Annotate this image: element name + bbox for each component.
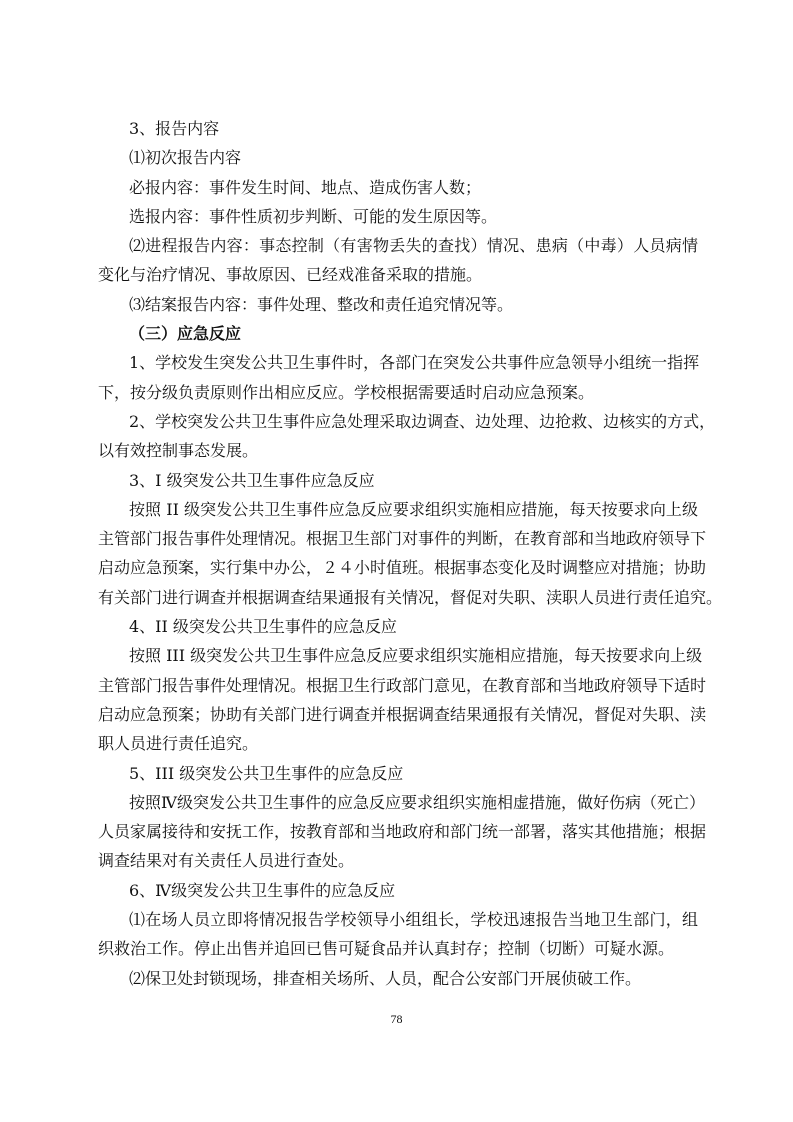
section-heading: （三）应急反应 (129, 324, 242, 344)
text-line: 必报内容：事件发生时间、地点、造成伤害人数； (129, 177, 482, 197)
text-line: 变化与治疗情况、事故原因、已经戏准备采取的措施。 (98, 265, 483, 285)
body-text (98, 114, 723, 993)
section-heading: 3、I 级突发公共卫生事件应急反应 (129, 470, 375, 490)
text-line: ⑵进程报告内容：事态控制（有害物丢失的查找）情况、患病（中毒）人员病情 (129, 236, 698, 256)
text-line: 调查结果对有关责任人员进行查处。 (98, 851, 355, 871)
text-line: 1、学校发生突发公共卫生事件时，各部门在突发公共事件应急领导小组统一指挥 (129, 353, 700, 373)
text-line: 按照Ⅳ级突发公共卫生事件的应急反应要求组织实施相虚措施，做好伤病（死亡） (129, 792, 705, 812)
text-line: 2、学校突发公共卫生事件应急处理采取边调查、边处理、边抢救、边核实的方式， (129, 411, 716, 431)
text-line: ⑶结案报告内容：事件处理、整改和责任追究情况等。 (129, 294, 514, 314)
text-line: 按照 III 级突发公共卫生事件应急反应要求组织实施相应措施，每天按要求向上级 (129, 646, 703, 666)
section-heading: 4、II 级突发公共卫生事件的应急反应 (129, 617, 397, 637)
text-line: 启动应急预案；协助有关部门进行调查并根据调查结果通报有关情况，督促对失职、渎 (98, 704, 707, 724)
text-line: ⑵保卫处封锁现场，排查相关场所、人员，配合公安部门开展侦破工作。 (129, 968, 642, 988)
text-line: 有关部门进行调查并根据调查结果通报有关情况，督促对失职、渎职人员进行责任追究。 (98, 587, 723, 607)
text-line: 职人员进行责任追究。 (98, 734, 259, 754)
text-line: 启动应急预案，实行集中办公，２４小时值班。根据事态变化及时调整应对措施；协助 (98, 558, 707, 578)
text-line: 织救治工作。停止出售并追回已售可疑食品并认真封存；控制（切断）可疑水源。 (98, 939, 675, 959)
section-heading: 6、Ⅳ级突发公共卫生事件的应急反应 (129, 880, 396, 900)
text-line: 按照 II 级突发公共卫生事件应急反应要求组织实施相应措施，每天按要求向上级 (129, 499, 698, 519)
text-line: 以有效控制事态发展。 (98, 441, 259, 461)
subsection-heading: ⑴初次报告内容 (129, 148, 242, 168)
text-line: 选报内容：事件性质初步判断、可能的发生原因等。 (129, 206, 498, 226)
text-line: 下，按分级负责原则作出相应反应。学校根据需要适时启动应急预案。 (98, 382, 595, 402)
text-line: 主管部门报告事件处理情况。根据卫生行政部门意见，在教育部和当地政府领导下适时 (98, 675, 707, 695)
text-line: 主管部门报告事件处理情况。根据卫生部门对事件的判断，在教育部和当地政府领导下 (98, 529, 707, 549)
page-number: 78 (390, 1012, 403, 1026)
section-heading: 3、报告内容 (129, 119, 220, 138)
section-heading: 5、III 级突发公共卫生事件的应急反应 (129, 763, 404, 783)
text-line: 人员家属接待和安抚工作，按教育部和当地政府和部门统一部署，落实其他措施；根据 (98, 822, 707, 842)
text-line: ⑴在场人员立即将情况报告学校领导小组组长，学校迅速报告当地卫生部门，组 (129, 910, 698, 930)
